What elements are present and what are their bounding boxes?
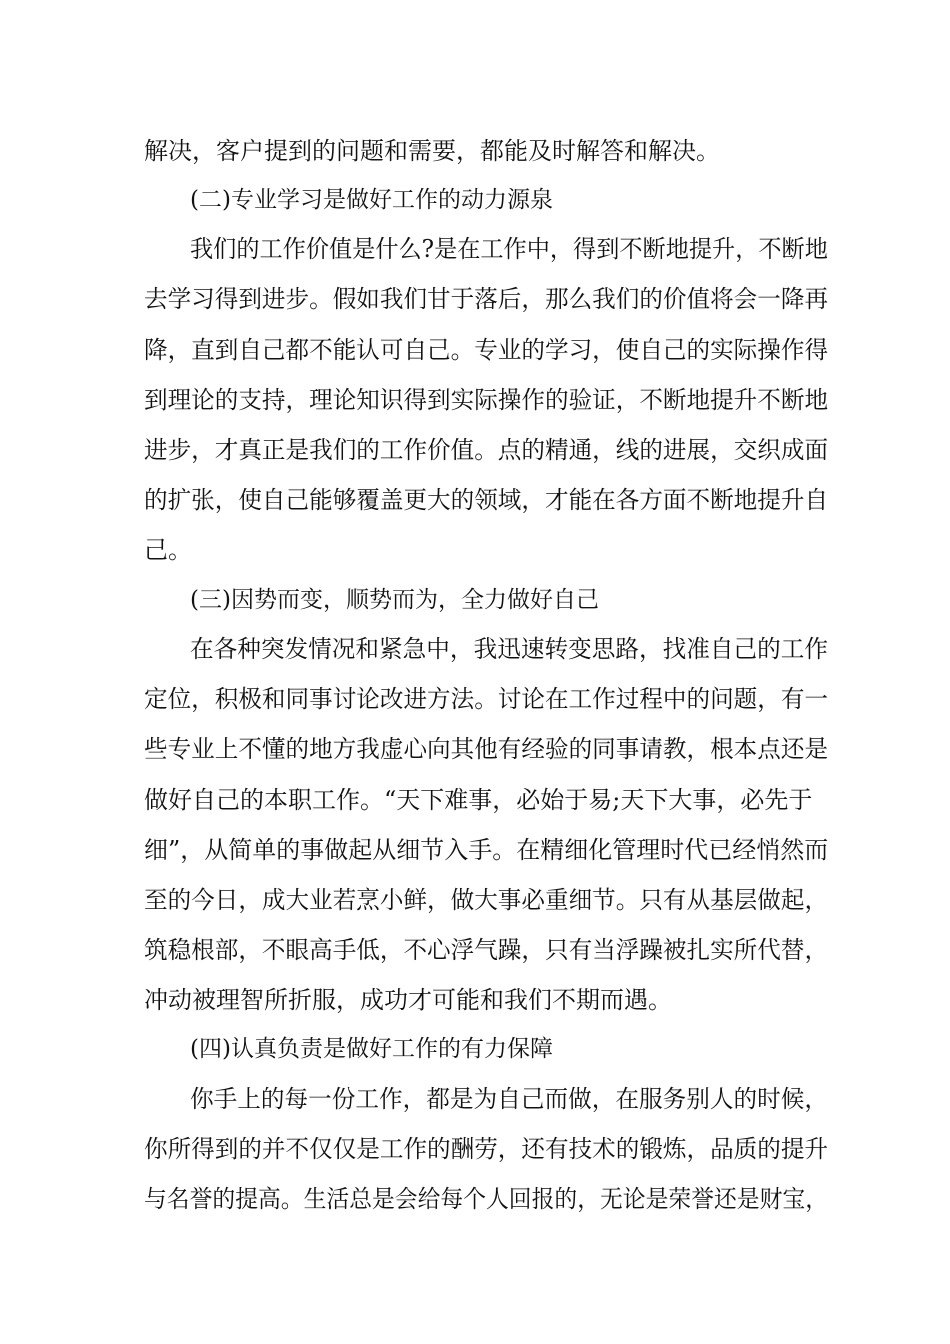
- text-line: 己。: [144, 536, 192, 564]
- text-line: 做好自己的本职工作。“天下难事，必始于易;天下大事，必先于: [144, 786, 813, 814]
- text-line: 的扩张，使自己能够覆盖更大的领域，才能在各方面不断地提升自: [144, 486, 829, 514]
- text-line: 在各种突发情况和紧急中，我迅速转变思路，找准自己的工作: [190, 635, 829, 663]
- section-heading: (三)因势而变，顺势而为，全力做好自己: [190, 587, 599, 613]
- section-heading: (四)认真负责是做好工作的有力保障: [190, 1036, 553, 1062]
- text-line: 降，直到自己都不能认可自己。专业的学习，使自己的实际操作得: [144, 336, 829, 364]
- text-line: 解决，客户提到的问题和需要，都能及时解答和解决。: [144, 137, 720, 165]
- text-line: 至的今日，成大业若烹小鲜，做大事必重细节。只有从基层做起，: [144, 886, 829, 914]
- text-line: 筑稳根部，不眼高手低，不心浮气躁，只有当浮躁被扎实所代替，: [144, 936, 829, 964]
- text-line: 与名誉的提高。生活总是会给每个人回报的，无论是荣誉还是财宝，: [144, 1185, 828, 1213]
- text-line: 你手上的每一份工作，都是为自己而做，在服务别人的时候，: [190, 1085, 829, 1113]
- text-line: 定位，积极和同事讨论改进方法。讨论在工作过程中的问题，有一: [144, 685, 829, 713]
- text-line: 去学习得到进步。假如我们甘于落后，那么我们的价值将会一降再: [144, 285, 829, 313]
- text-line: 到理论的支持，理论知识得到实际操作的验证，不断地提升不断地: [144, 386, 829, 414]
- text-line: 些专业上不懂的地方我虚心向其他有经验的同事请教，根本点还是: [144, 735, 829, 763]
- text-line: 你所得到的并不仅仅是工作的酬劳，还有技术的锻炼，品质的提升: [144, 1135, 829, 1163]
- text-line: 我们的工作价值是什么?是在工作中，得到不断地提升，不断地: [190, 235, 828, 263]
- text-line: 冲动被理智所折服，成功才可能和我们不期而遇。: [144, 986, 672, 1014]
- text-line: 细”，从简单的事做起从细节入手。在精细化管理时代已经悄然而: [144, 836, 829, 864]
- section-heading: (二)专业学习是做好工作的动力源泉: [190, 187, 553, 213]
- text-line: 进步，才真正是我们的工作价值。点的精通，线的进展，交织成面: [144, 436, 829, 464]
